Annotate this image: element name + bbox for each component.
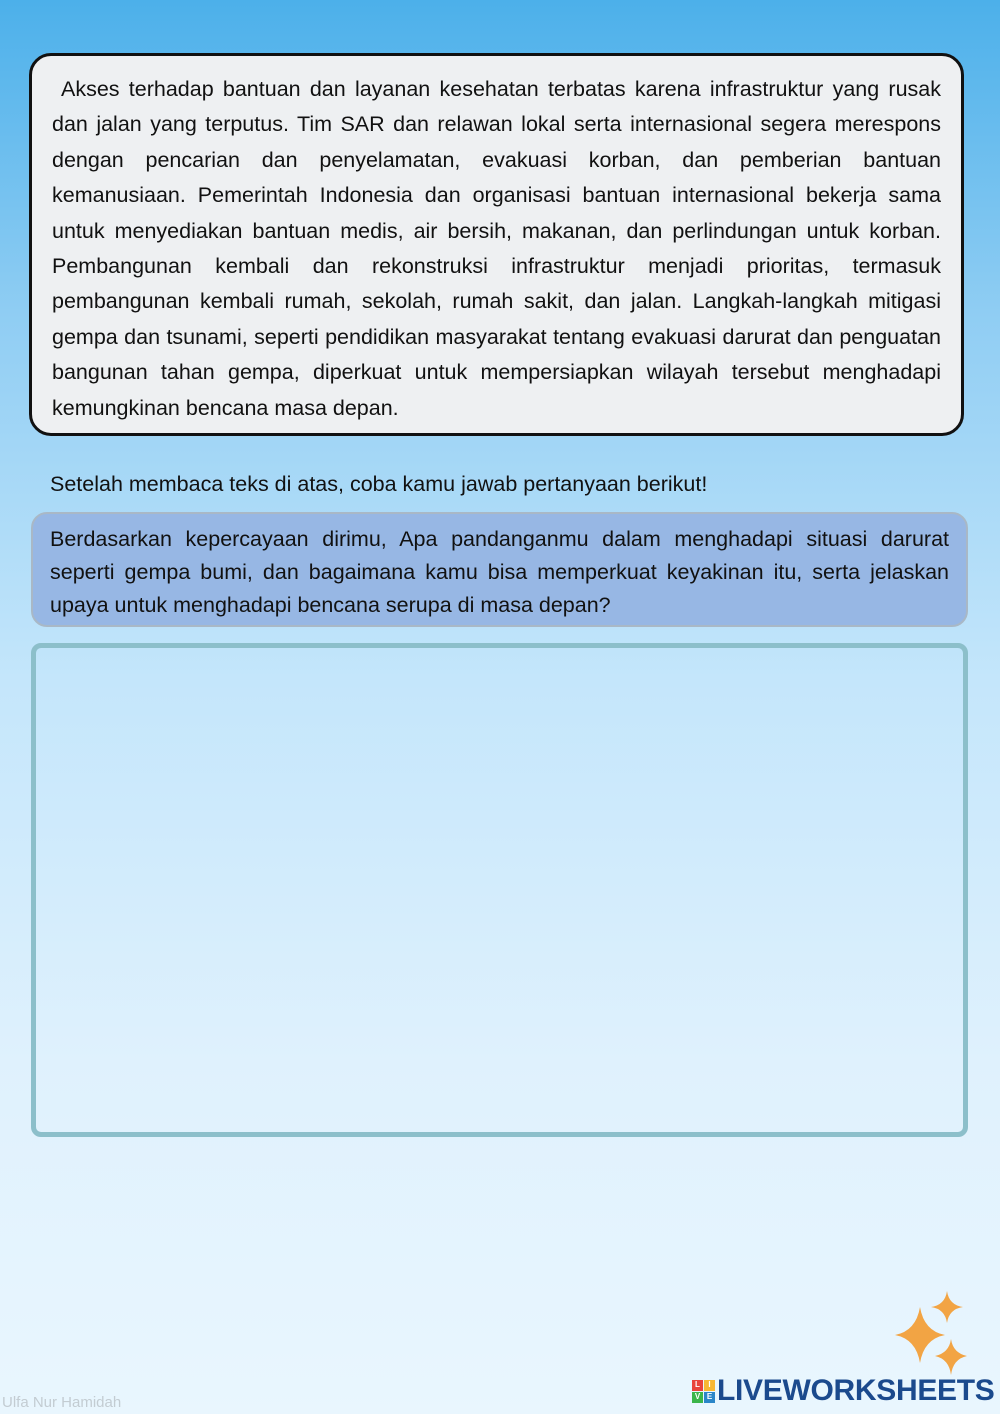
brand-mark-tile: L — [692, 1380, 703, 1391]
question-box — [31, 512, 968, 627]
sparkles-icon — [893, 1289, 977, 1381]
brand-name: LIVEWORKSHEETS — [717, 1374, 995, 1407]
brand-mark-tile: V — [692, 1392, 703, 1403]
sparkle-top — [931, 1291, 963, 1323]
liveworksheets-logo — [692, 1374, 995, 1408]
answer-field[interactable] — [31, 643, 968, 1137]
brand-mark-tile: I — [704, 1380, 715, 1391]
question-text: Berdasarkan kepercayaan dirimu, Apa pandanganmu dalam menghadapi situasi darurat seperti gempa bumi, dan bagaimana kamu bisa memperkuat keyakinan itu, serta jelaskan upaya untuk menghadapi bencana serupa di masa depan? — [50, 527, 949, 617]
passage-text: Akses terhadap bantuan dan layanan kesehatan terbatas karena infrastruktur yang rusak dan jalan yang terputus. Tim SAR dan relawan lokal serta internasional segera merespons dengan pencarian dan penyelamatan, evakuasi korban, dan pemberian bantuan kemanusiaan. Pemerintah Indonesia dan organisasi bantuan internasional bekerja sama untuk menyediakan bantuan medis, air bersih, makanan, dan perlindungan untuk korban. Pembangunan kembali dan rekonstruksi infrastruktur menjadi prioritas, termasuk pembangunan kembali rumah, sekolah, rumah sakit, dan jalan. Langkah-langkah mitigasi gempa dan tsunami, seperti pendidikan masyarakat tentang evakuasi darurat dan penguatan bangunan tahan gempa, diperkuat untuk mempersiapkan wilayah tersebut menghadapi kemungkinan bencana masa depan. — [52, 77, 941, 420]
brand-mark-icon — [692, 1380, 715, 1403]
instruction-text: Setelah membaca teks di atas, coba kamu jawab pertanyaan berikut! — [50, 472, 708, 496]
sparkle-large — [895, 1307, 945, 1363]
brand-mark-tile: E — [704, 1392, 715, 1403]
author-credit: Ulfa Nur Hamidah — [2, 1394, 122, 1411]
reading-passage — [29, 53, 964, 436]
sparkle-bottom — [935, 1339, 967, 1375]
